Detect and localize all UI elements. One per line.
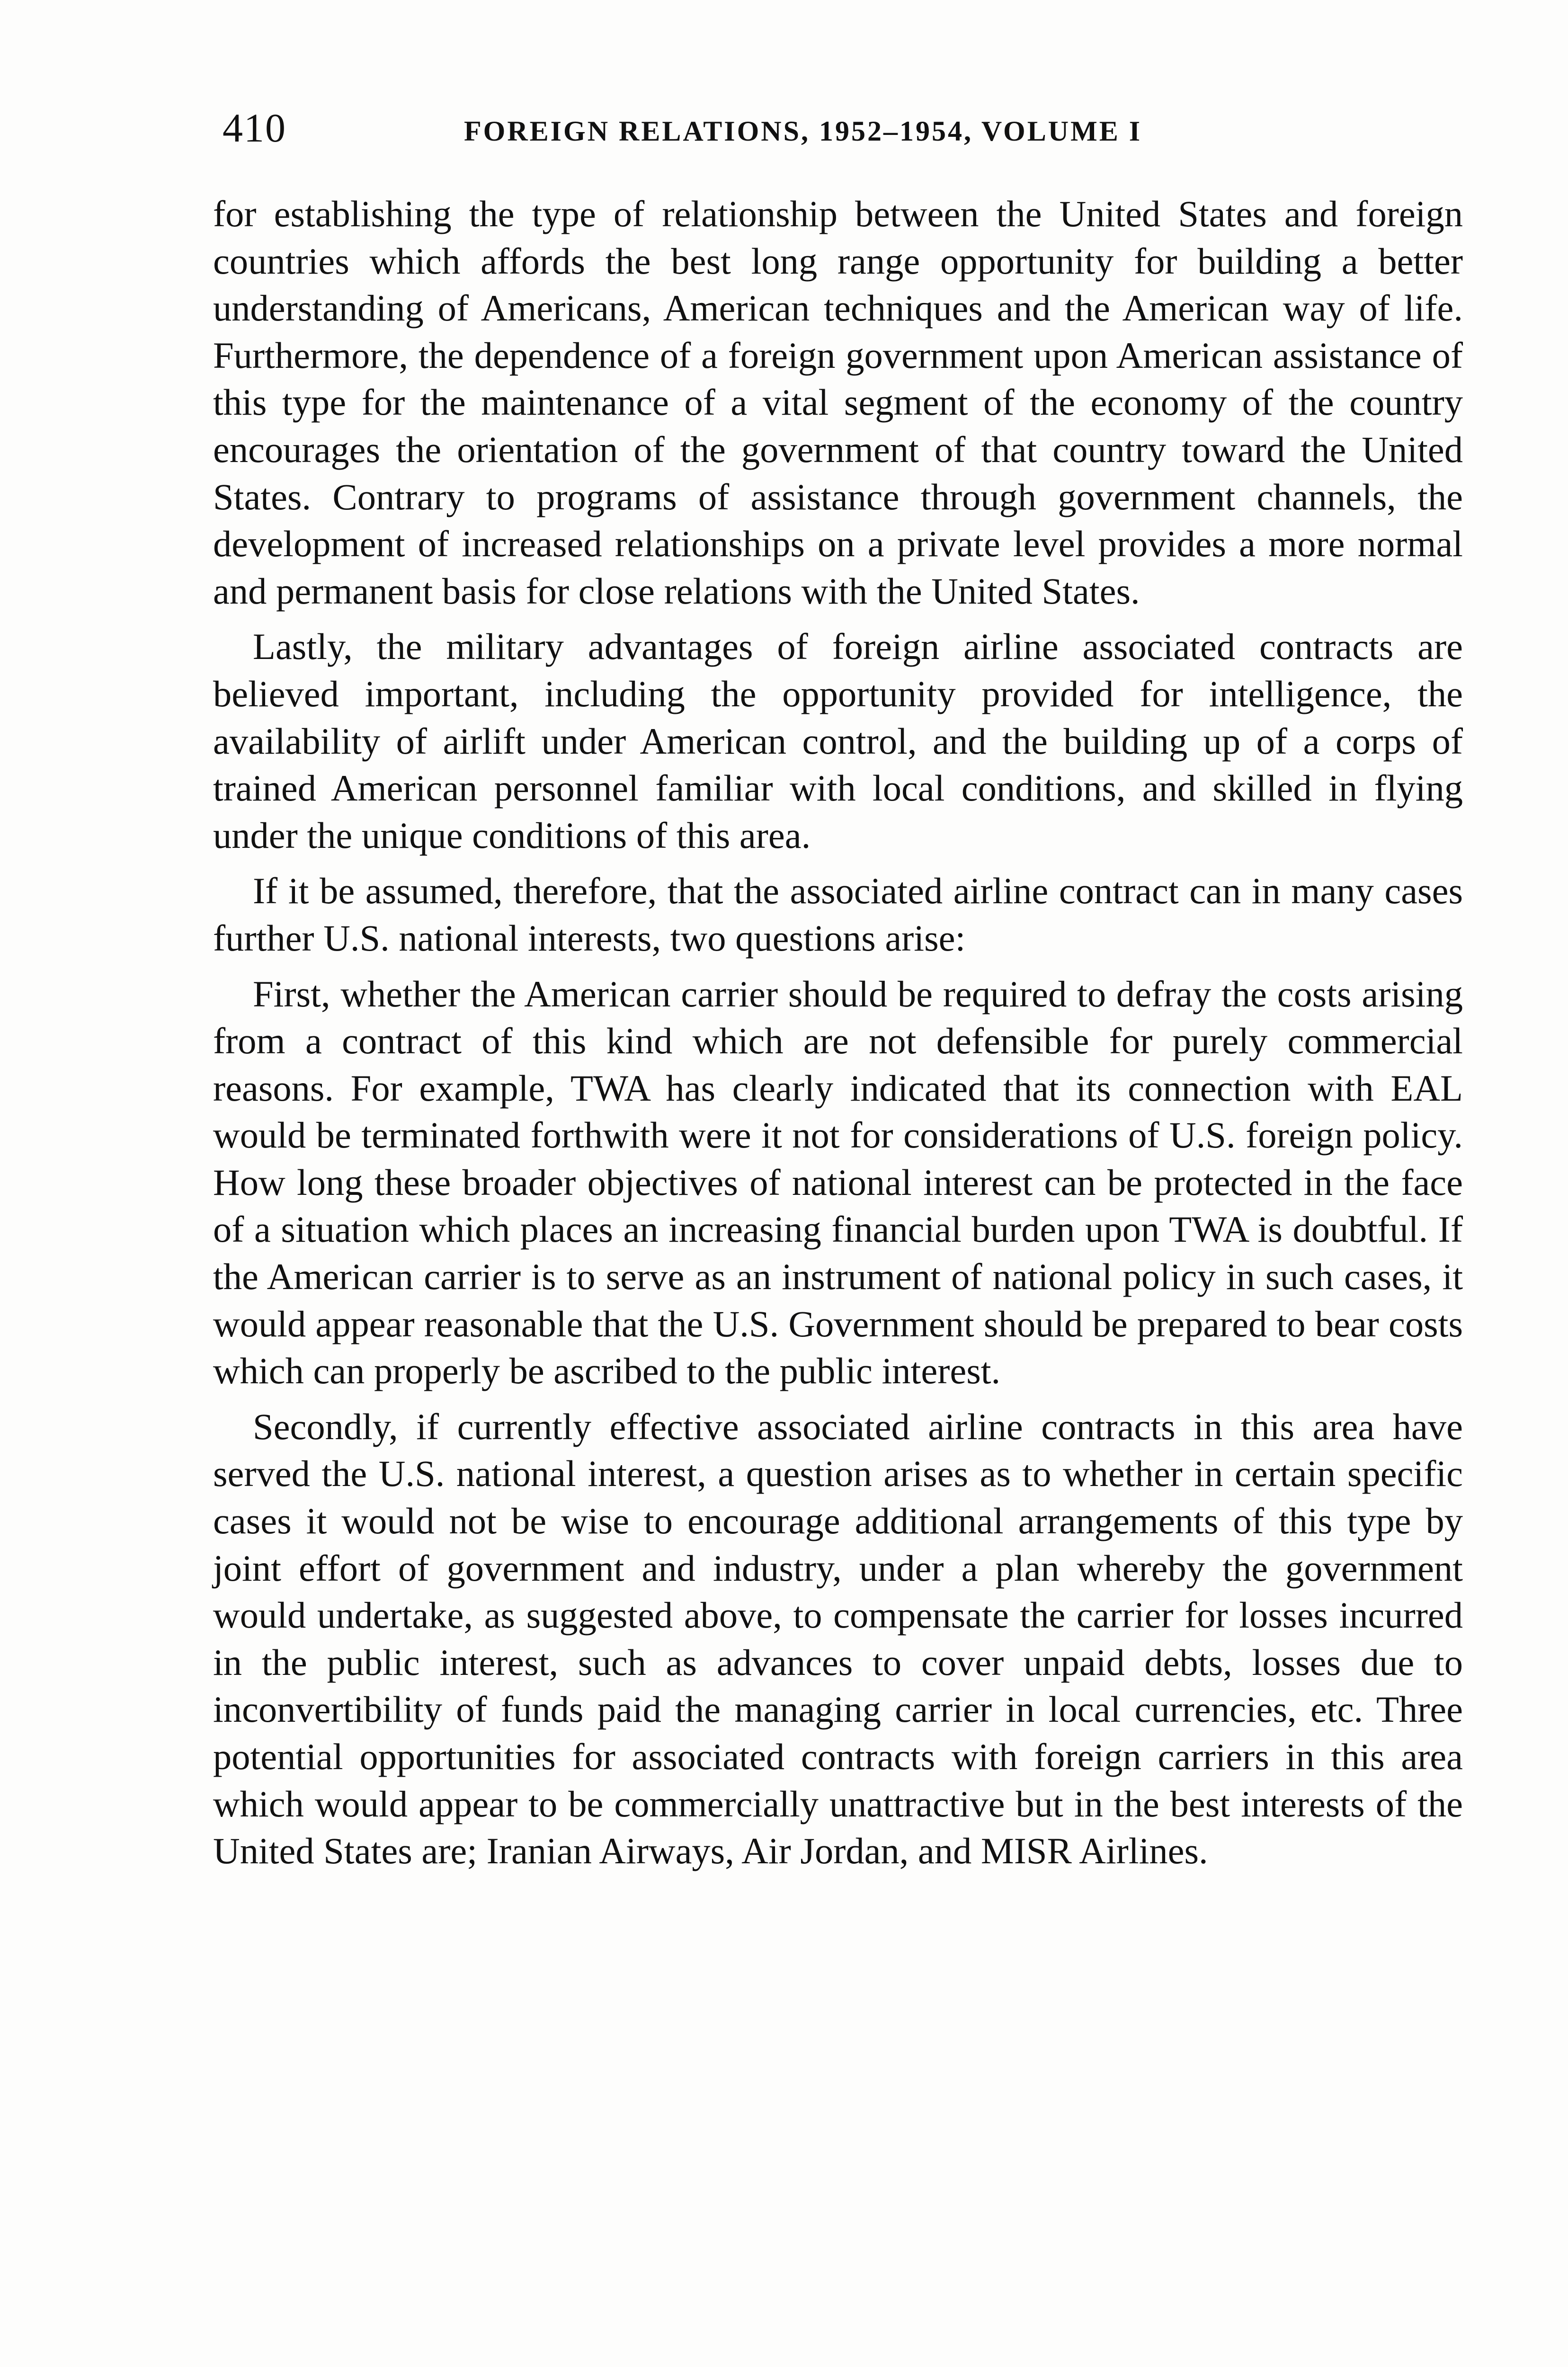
body-text — [213, 190, 1463, 1883]
paragraph-two-questions: If it be assumed, therefore, that the associated airline contract can in many cases further U.S. national interests, two questions arise: — [213, 870, 1463, 959]
paragraph-first-question: First, whether the American carrier should be required to defray the costs arising from a contract of this kind which are not defensible for purely commercial reasons. For example, TWA has clearly indicated that its connection with EAL would be terminated forthwith were it not for considerations of U.S. foreign policy. How long these broader objectives of national interest can be protected in the face of a situation which places an increasing financial burden upon TWA is doubtful. If the American carrier is to serve as an instrument of national policy in such cases, it would appear reasonable that the U.S. Government should be prepared to bear costs which can properly be ascribed to the public interest. — [213, 973, 1463, 1392]
running-head: FOREIGN RELATIONS, 1952–1954, VOLUME I — [464, 116, 1142, 147]
paragraph-second-question: Secondly, if currently effective associated airline contracts in this area have served the U.S. national interest, a question arises as to whether in certain specific cases it would not be wise to encourage additional arrangements of this type by joint effort of government and industry, under a plan whereby the government would undertake, as suggested above, to compensate the carrier for losses incurred in the public interest, such as advances to cover unpaid debts, losses due to inconvertibility of funds paid the managing carrier in local currencies, etc. Three potential opportunities for associated contracts with foreign carriers in this area which would appear to be commercially unattractive but in the best interests of the United States are; Iranian Airways, Air Jordan, and MISR Airlines. — [213, 1406, 1463, 1872]
page-header — [223, 102, 1472, 154]
paragraph-continuation: for establishing the type of relationship between the United States and foreign countries which affords the best long range opportunity for building a better understanding of Americans, American techniques and the American way of life. Furthermore, the dependence of a foreign government upon American assistance of this type for the maintenance of a vital segment of the economy of the country encourages the orientation of the government of that country toward the United States. Contrary to programs of assistance through government channels, the development of increased relationships on a private level provides a more normal and permanent basis for close relations with the United States. — [213, 193, 1463, 612]
page-number: 410 — [223, 105, 286, 151]
paragraph-military-advantages: Lastly, the military advantages of foreign airline associated contracts are believed important, including the opportunity provided for intelligence, the availability of airlift under American control, and the building up of a corps of trained American personnel familiar with local conditions, and skilled in flying under the unique conditions of this area. — [213, 626, 1463, 856]
